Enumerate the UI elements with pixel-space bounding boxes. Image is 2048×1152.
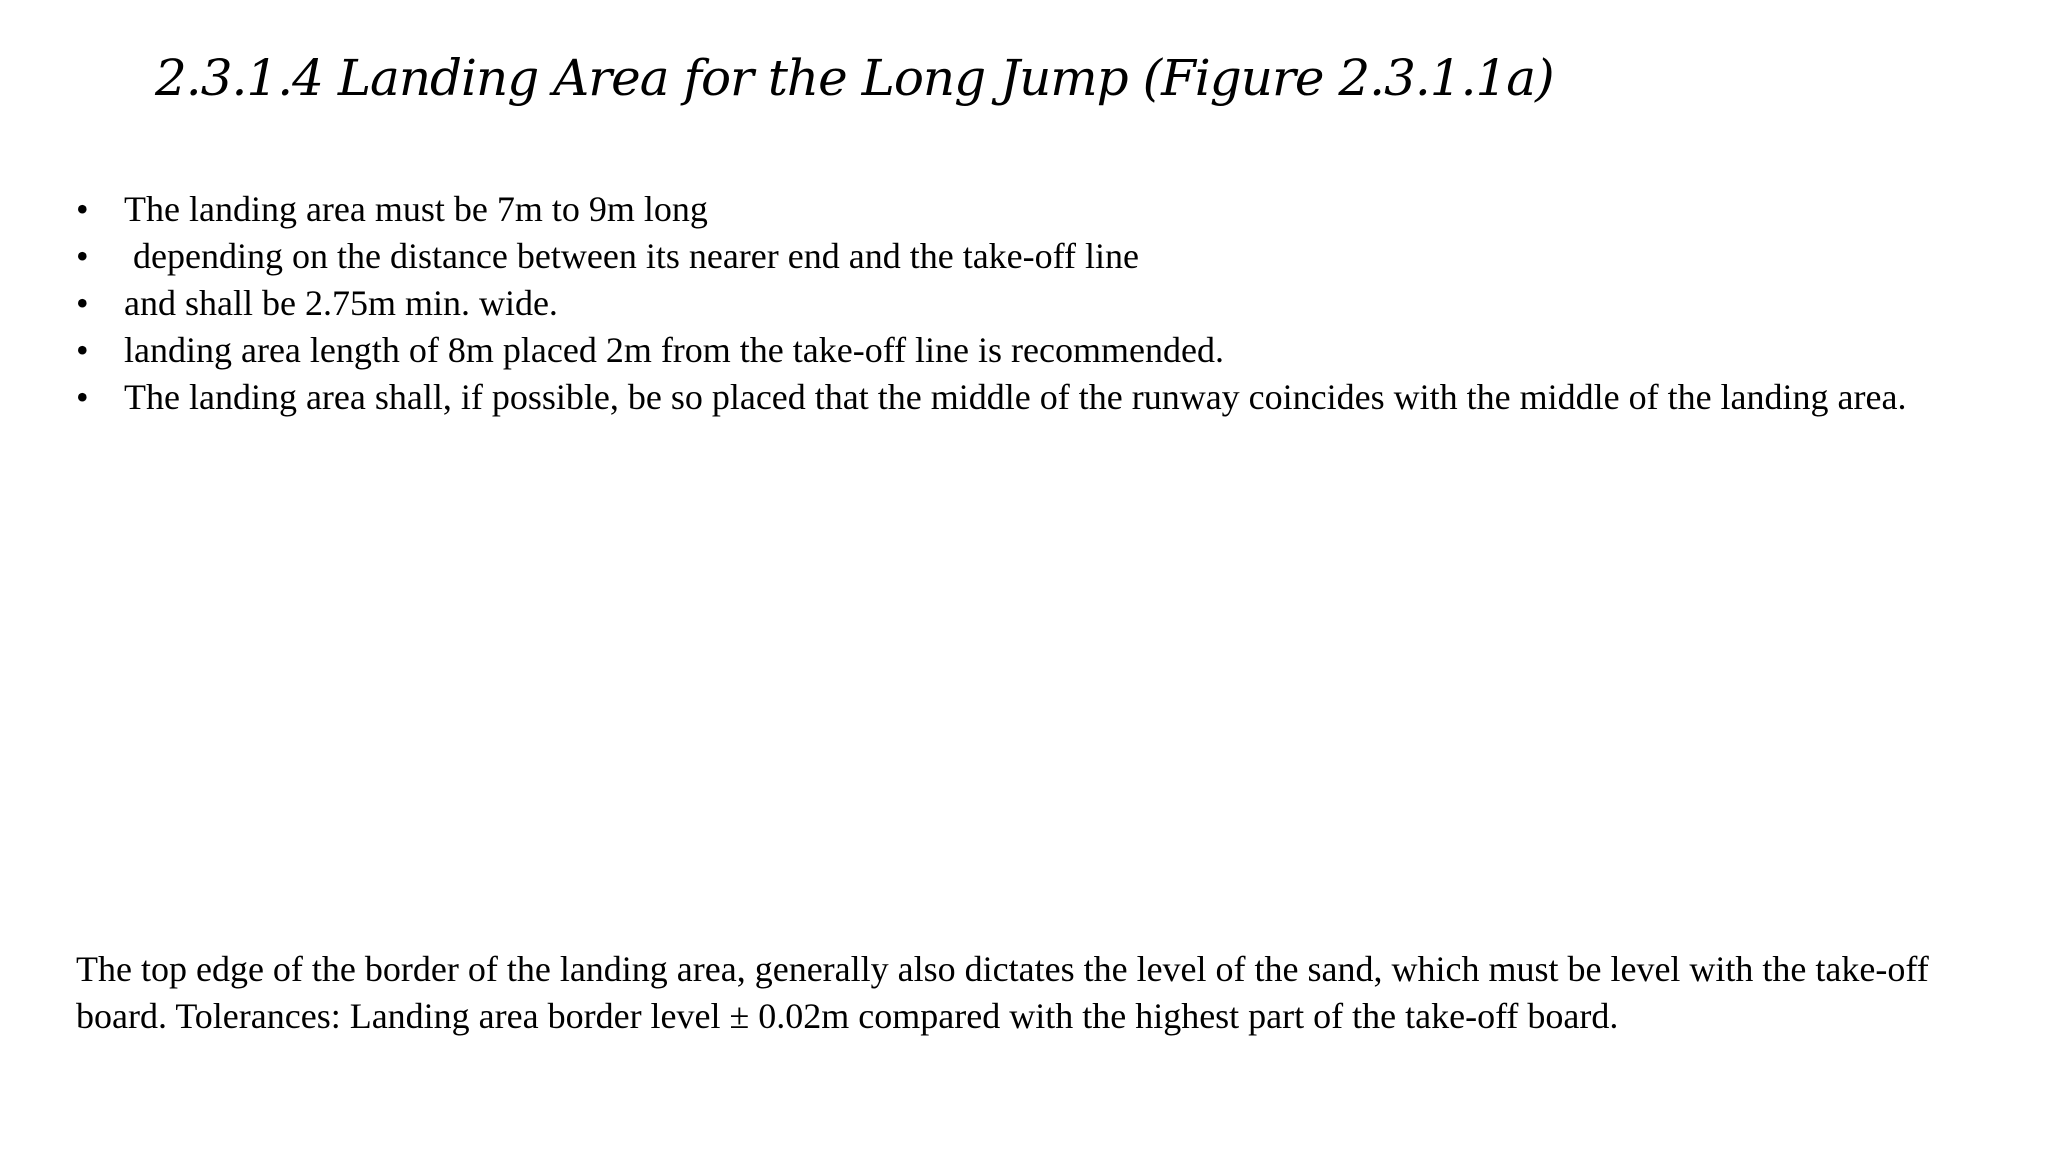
bullet-icon: • bbox=[76, 377, 89, 417]
bullet-item bbox=[76, 374, 1976, 421]
bullet-icon: • bbox=[76, 189, 89, 229]
bullet-text: landing area length of 8m placed 2m from the take-off line is recommended. bbox=[124, 330, 1224, 370]
bullet-icon: • bbox=[76, 330, 89, 370]
bullet-item bbox=[76, 280, 1976, 327]
bullet-icon: • bbox=[76, 283, 89, 323]
bullet-text: and shall be 2.75m min. wide. bbox=[124, 283, 558, 323]
bullet-item bbox=[76, 186, 1976, 233]
bullet-list bbox=[76, 186, 1976, 421]
bullet-text: The landing area must be 7m to 9m long bbox=[124, 189, 708, 229]
bullet-text: The landing area shall, if possible, be so placed that the middle of the runway coincides with the middle of the landing area. bbox=[124, 377, 1907, 417]
slide-title: 2.3.1.4 Landing Area for the Long Jump (Figure 2.3.1.1a) bbox=[155, 49, 1554, 107]
tolerance-paragraph: The top edge of the border of the landing area, generally also dictates the level of the sand, which must be level with the take-off board. Tolerances: Landing area border level ± 0.02m compared with the highest part of the take-off board. bbox=[76, 949, 1929, 1036]
bullet-text: depending on the distance between its nearer end and the take-off line bbox=[124, 236, 1139, 276]
bullet-item bbox=[76, 233, 1976, 280]
bullet-icon: • bbox=[76, 236, 89, 276]
bullet-item bbox=[76, 327, 1976, 374]
